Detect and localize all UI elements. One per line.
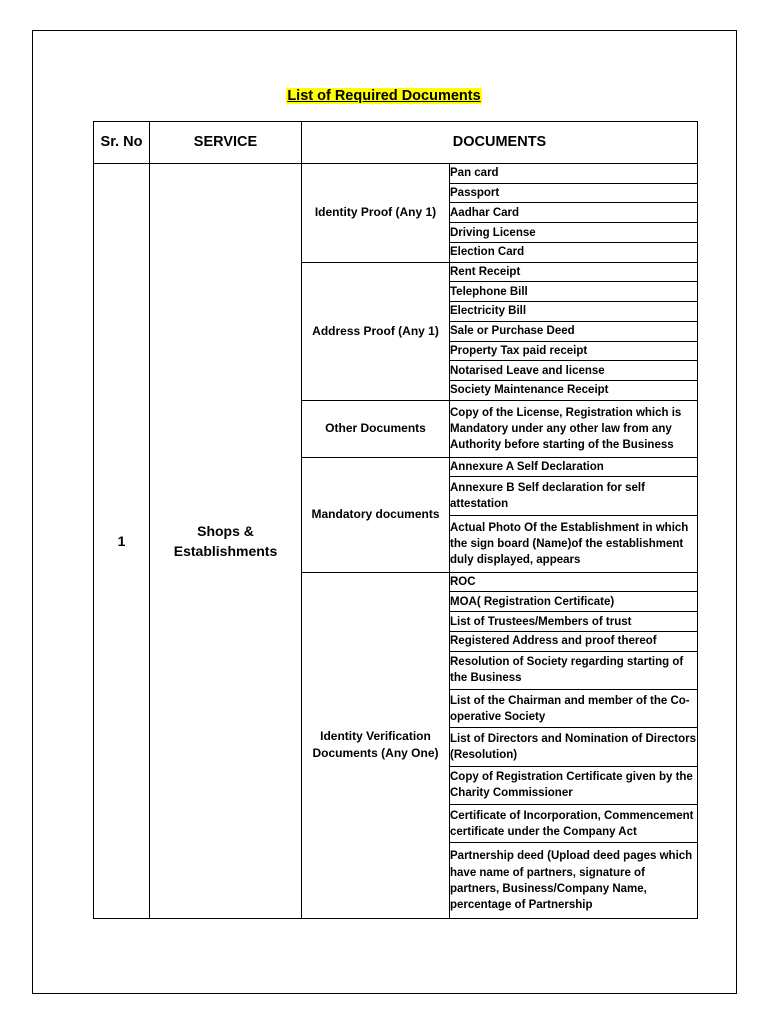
document-item: Copy of Registration Certificate given by the Charity Commissioner: [450, 766, 698, 804]
document-item: Sale or Purchase Deed: [450, 321, 698, 341]
table-header-row: [94, 122, 698, 164]
document-item: List of the Chairman and member of the Co-operative Society: [450, 689, 698, 727]
document-item: List of Directors and Nomination of Directors (Resolution): [450, 728, 698, 766]
document-item: Partnership deed (Upload deed pages which have name of partners, signature of partners, Business/Company Name, percentage of Partnership: [450, 843, 698, 919]
category-other-documents: Other Documents: [302, 400, 450, 457]
header-sr-no: Sr. No: [94, 122, 150, 164]
document-item: Society Maintenance Receipt: [450, 381, 698, 401]
header-service: SERVICE: [150, 122, 302, 164]
sr-no-cell: 1: [94, 164, 150, 919]
category-identity-proof: Identity Proof (Any 1): [302, 164, 450, 263]
document-item: Driving License: [450, 223, 698, 243]
category-address-proof: Address Proof (Any 1): [302, 262, 450, 400]
header-documents: DOCUMENTS: [302, 122, 698, 164]
category-mandatory-documents: Mandatory documents: [302, 457, 450, 572]
document-item: List of Trustees/Members of trust: [450, 612, 698, 632]
document-item: Passport: [450, 183, 698, 203]
document-item: Rent Receipt: [450, 262, 698, 282]
document-item: Pan card: [450, 164, 698, 184]
document-item: Aadhar Card: [450, 203, 698, 223]
document-item: Election Card: [450, 242, 698, 262]
service-cell: Shops & Establishments: [150, 164, 302, 919]
document-item: Electricity Bill: [450, 302, 698, 322]
table-row: [94, 164, 698, 184]
document-item: Property Tax paid receipt: [450, 341, 698, 361]
document-item: Certificate of Incorporation, Commencement certificate under the Company Act: [450, 804, 698, 842]
document-item: Actual Photo Of the Establishment in which the sign board (Name)of the establishment duly displayed, appears: [450, 515, 698, 572]
document-item: Notarised Leave and license: [450, 361, 698, 381]
document-title-text: List of Required Documents: [287, 88, 481, 104]
document-item: Registered Address and proof thereof: [450, 631, 698, 651]
required-documents-table: [93, 121, 698, 919]
document-item: Copy of the License, Registration which is Mandatory under any other law from any Authority before starting of the Business: [450, 400, 698, 457]
document-title: [0, 88, 768, 104]
document-item: ROC: [450, 572, 698, 592]
document-item: Resolution of Society regarding starting of the Business: [450, 651, 698, 689]
category-identity-verification: Identity Verification Documents (Any One): [302, 572, 450, 918]
document-item: MOA( Registration Certificate): [450, 592, 698, 612]
document-item: Annexure B Self declaration for self attestation: [450, 477, 698, 515]
document-item: Telephone Bill: [450, 282, 698, 302]
document-item: Annexure A Self Declaration: [450, 457, 698, 477]
